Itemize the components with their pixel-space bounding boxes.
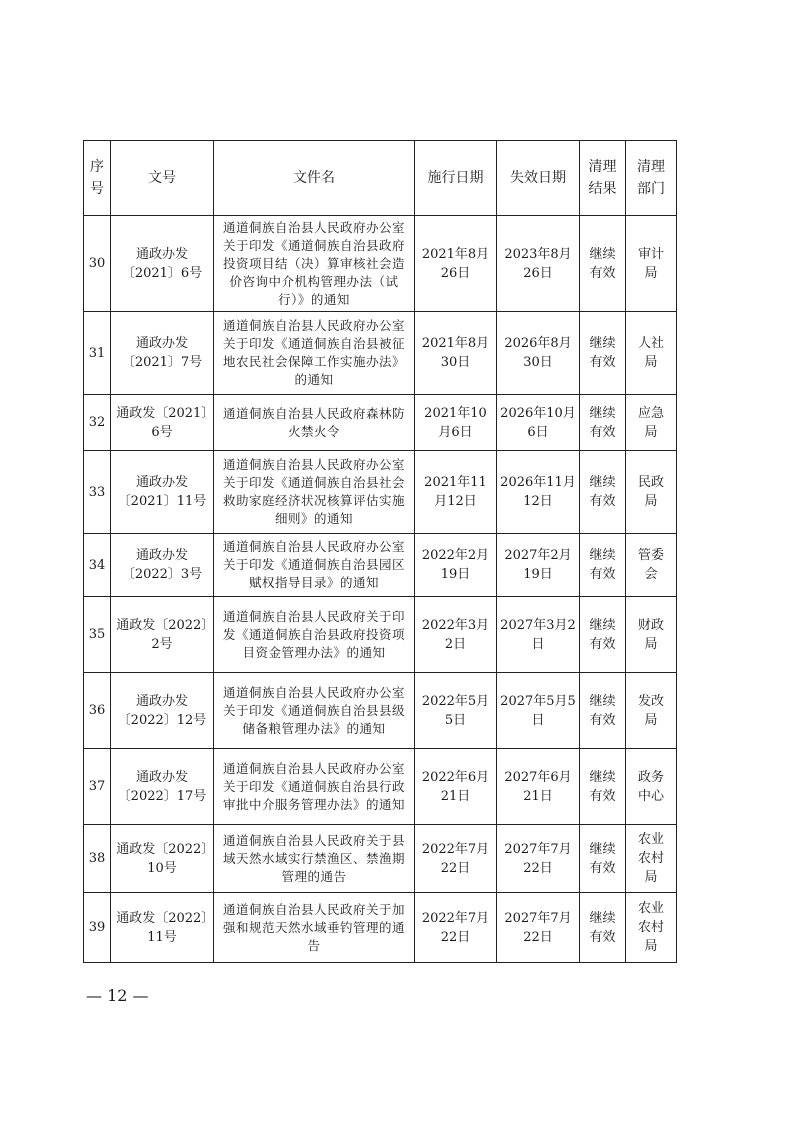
cell-dept: 财政局 [626, 597, 677, 673]
cell-dept: 管委会 [626, 534, 677, 597]
cell-doc-name: 通道侗族自治县人民政府关于县域天然水域实行禁渔区、禁渔期管理的通告 [214, 825, 415, 893]
table-header-row [84, 141, 677, 216]
cell-doc-name: 通道侗族自治县人民政府关于印发《通道侗族自治县政府投资项目资金管理办法》的通知 [214, 597, 415, 673]
table-row [84, 312, 677, 395]
cell-doc-no: 通政办发〔2021〕11号 [111, 451, 214, 534]
header-expire-date: 失效日期 [497, 141, 580, 216]
cell-effective-date: 2021年11月12日 [415, 451, 497, 534]
cell-effective-date: 2021年8月30日 [415, 312, 497, 395]
cell-expire-date: 2027年7月22日 [497, 893, 580, 963]
cell-dept: 农业农村局 [626, 825, 677, 893]
cell-effective-date: 2022年5月5日 [415, 673, 497, 749]
header-doc-no: 文号 [111, 141, 214, 216]
cell-dept: 应急局 [626, 395, 677, 451]
table-row [84, 825, 677, 893]
cell-doc-no: 通政发〔2021〕6号 [111, 395, 214, 451]
cell-doc-no: 通政办发〔2022〕17号 [111, 749, 214, 825]
header-doc-name: 文件名 [214, 141, 415, 216]
cell-doc-name: 通道侗族自治县人民政府办公室关于印发《通道侗族自治县政府投资项目结（决）算审核社会造价咨询中介机构管理办法（试行）》的通知 [214, 216, 415, 312]
cell-seq: 32 [84, 395, 111, 451]
cell-doc-name: 通道侗族自治县人民政府办公室关于印发《通道侗族自治县行政审批中介服务管理办法》的通知 [214, 749, 415, 825]
cell-doc-name: 通道侗族自治县人民政府森林防火禁火令 [214, 395, 415, 451]
cell-dept: 审计局 [626, 216, 677, 312]
table-row [84, 749, 677, 825]
cell-seq: 30 [84, 216, 111, 312]
table-row [84, 395, 677, 451]
table-row [84, 451, 677, 534]
cell-effective-date: 2022年2月19日 [415, 534, 497, 597]
cell-doc-name: 通道侗族自治县人民政府办公室关于印发《通道侗族自治县被征地农民社会保障工作实施办法》的通知 [214, 312, 415, 395]
cell-seq: 35 [84, 597, 111, 673]
cell-expire-date: 2027年3月2日 [497, 597, 580, 673]
cell-result: 继续有效 [580, 216, 626, 312]
cell-result: 继续有效 [580, 395, 626, 451]
cell-expire-date: 2027年5月5日 [497, 673, 580, 749]
cell-expire-date: 2026年10月6日 [497, 395, 580, 451]
cell-expire-date: 2027年2月19日 [497, 534, 580, 597]
cell-doc-no: 通政办发〔2022〕12号 [111, 673, 214, 749]
cell-result: 继续有效 [580, 597, 626, 673]
cell-doc-no: 通政发〔2022〕11号 [111, 893, 214, 963]
cell-doc-no: 通政办发〔2021〕7号 [111, 312, 214, 395]
cell-doc-no: 通政办发〔2022〕3号 [111, 534, 214, 597]
cell-doc-name: 通道侗族自治县人民政府办公室关于印发《通道侗族自治县县级储备粮管理办法》的通知 [214, 673, 415, 749]
cell-result: 继续有效 [580, 534, 626, 597]
cell-effective-date: 2022年7月22日 [415, 825, 497, 893]
cell-result: 继续有效 [580, 749, 626, 825]
cell-result: 继续有效 [580, 673, 626, 749]
cell-doc-name: 通道侗族自治县人民政府办公室关于印发《通道侗族自治县社会救助家庭经济状况核算评估实施细则》的通知 [214, 451, 415, 534]
cell-expire-date: 2026年11月12日 [497, 451, 580, 534]
table-row [84, 673, 677, 749]
cell-effective-date: 2022年6月21日 [415, 749, 497, 825]
header-seq: 序号 [84, 141, 111, 216]
cell-doc-name: 通道侗族自治县人民政府关于加强和规范天然水域垂钓管理的通告 [214, 893, 415, 963]
regulation-cleanup-table [83, 140, 677, 963]
cell-seq: 34 [84, 534, 111, 597]
cell-dept: 人社局 [626, 312, 677, 395]
cell-result: 继续有效 [580, 893, 626, 963]
cell-dept: 农业农村局 [626, 893, 677, 963]
cell-doc-name: 通道侗族自治县人民政府办公室关于印发《通道侗族自治县园区赋权指导目录》的通知 [214, 534, 415, 597]
cell-doc-no: 通政发〔2022〕2号 [111, 597, 214, 673]
cell-result: 继续有效 [580, 451, 626, 534]
cell-doc-no: 通政办发〔2021〕6号 [111, 216, 214, 312]
cell-expire-date: 2026年8月30日 [497, 312, 580, 395]
cell-seq: 38 [84, 825, 111, 893]
cell-seq: 33 [84, 451, 111, 534]
cell-seq: 37 [84, 749, 111, 825]
table-row [84, 216, 677, 312]
cell-expire-date: 2023年8月26日 [497, 216, 580, 312]
header-dept: 清理部门 [626, 141, 677, 216]
cell-seq: 36 [84, 673, 111, 749]
cell-seq: 31 [84, 312, 111, 395]
cell-seq: 39 [84, 893, 111, 963]
cell-dept: 发改局 [626, 673, 677, 749]
cell-result: 继续有效 [580, 825, 626, 893]
cell-effective-date: 2021年8月26日 [415, 216, 497, 312]
header-result: 清理结果 [580, 141, 626, 216]
table-row [84, 597, 677, 673]
cell-dept: 政务中心 [626, 749, 677, 825]
cell-expire-date: 2027年6月21日 [497, 749, 580, 825]
header-effective-date: 施行日期 [415, 141, 497, 216]
cell-doc-no: 通政发〔2022〕10号 [111, 825, 214, 893]
cell-result: 继续有效 [580, 312, 626, 395]
cell-expire-date: 2027年7月22日 [497, 825, 580, 893]
table-row [84, 534, 677, 597]
page-number: — 12 — [86, 986, 149, 1005]
cell-effective-date: 2022年3月2日 [415, 597, 497, 673]
cell-effective-date: 2022年7月22日 [415, 893, 497, 963]
cell-effective-date: 2021年10月6日 [415, 395, 497, 451]
table-row [84, 893, 677, 963]
document-table-container [83, 140, 677, 963]
cell-dept: 民政局 [626, 451, 677, 534]
